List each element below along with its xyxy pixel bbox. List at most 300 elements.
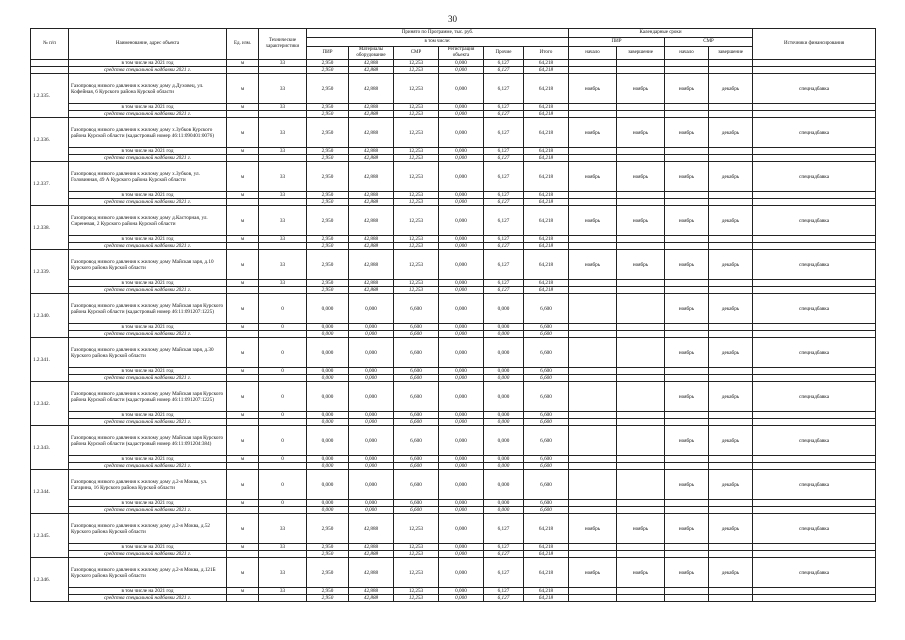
materials-value: 0,000	[349, 463, 394, 470]
object-number: 1.2.337.	[31, 162, 69, 206]
materials-value: 0,000	[349, 382, 394, 412]
registration-value: 0,000	[439, 544, 484, 551]
object-number: 1.2.335.	[31, 74, 69, 118]
year-subtotal-row	[31, 412, 876, 419]
object-name: Газопровод низкого давления к жилому дому д.2-я Моква, д.121Б Курского района Курской области	[69, 558, 227, 588]
col-tech-header: Технические характеристики	[259, 29, 307, 60]
object-number: 1.2.343.	[31, 426, 69, 470]
other-value: 0,000	[484, 507, 524, 514]
materials-value: 42,888	[349, 104, 394, 111]
pir-value: 2,950	[307, 588, 349, 595]
total-value: 64,218	[524, 74, 569, 104]
num-cell	[31, 67, 69, 74]
empty-cell	[617, 236, 665, 243]
tech-value	[259, 243, 307, 250]
smr-value: 12,253	[394, 192, 439, 199]
empty-cell	[753, 104, 876, 111]
special-surcharge-label: средства специальной надбавки 2021 г.	[69, 111, 227, 118]
special-surcharge-label: средства специальной надбавки 2021 г.	[69, 199, 227, 206]
materials-value: 0,000	[349, 470, 394, 500]
materials-value: 0,000	[349, 426, 394, 456]
year-subtotal-row	[31, 324, 876, 331]
materials-value: 0,000	[349, 324, 394, 331]
smr-period-header: СМР	[665, 38, 753, 47]
empty-cell	[709, 192, 753, 199]
pir-value: 0,000	[307, 456, 349, 463]
materials-value: 42,888	[349, 148, 394, 155]
empty-cell	[709, 419, 753, 426]
unit-value: м	[227, 368, 259, 375]
unit-value: м	[227, 588, 259, 595]
other-value: 6,127	[484, 514, 524, 544]
empty-cell	[753, 60, 876, 67]
empty-cell	[709, 111, 753, 118]
smr-value: 12,253	[394, 287, 439, 294]
total-value: 64,218	[524, 111, 569, 118]
empty-cell	[665, 192, 709, 199]
total-value: 64,218	[524, 243, 569, 250]
empty-cell	[665, 463, 709, 470]
special-surcharge-label: средства специальной надбавки 2021 г.	[69, 155, 227, 162]
other-value: 6,127	[484, 148, 524, 155]
smr-value: 12,253	[394, 60, 439, 67]
smr-value: 6,600	[394, 294, 439, 324]
year-subtotal-label: в том числе на 2021 год	[69, 412, 227, 419]
total-value: 6,600	[524, 375, 569, 382]
materials-value: 42,888	[349, 551, 394, 558]
empty-cell	[665, 507, 709, 514]
unit-value	[227, 419, 259, 426]
unit-value	[227, 507, 259, 514]
registration-value: 0,000	[439, 514, 484, 544]
smr-end-value: декабрь	[709, 382, 753, 412]
smr-start-value: ноябрь	[665, 514, 709, 544]
unit-value	[227, 67, 259, 74]
unit-value: м	[227, 558, 259, 588]
other-value: 0,000	[484, 500, 524, 507]
year-subtotal-label: в том числе на 2021 год	[69, 588, 227, 595]
materials-value: 0,000	[349, 500, 394, 507]
empty-cell	[709, 595, 753, 602]
other-value: 6,127	[484, 280, 524, 287]
tech-value: 33	[259, 558, 307, 588]
pir-value: 2,950	[307, 551, 349, 558]
funding-source-value: спецнадбавка	[753, 206, 876, 236]
object-row	[31, 294, 876, 324]
empty-cell	[569, 199, 617, 206]
empty-cell	[709, 551, 753, 558]
year-subtotal-label: в том числе на 2021 год	[69, 500, 227, 507]
pir-value: 2,950	[307, 250, 349, 280]
smr-value: 6,600	[394, 500, 439, 507]
empty-cell	[665, 199, 709, 206]
tech-value	[259, 551, 307, 558]
smr-value: 6,600	[394, 463, 439, 470]
tech-value	[259, 287, 307, 294]
tech-value: 33	[259, 588, 307, 595]
empty-cell	[753, 507, 876, 514]
pir-value: 2,950	[307, 155, 349, 162]
empty-cell	[753, 419, 876, 426]
total-value: 6,600	[524, 368, 569, 375]
tech-value: 33	[259, 74, 307, 104]
tech-value: 0	[259, 382, 307, 412]
empty-cell	[753, 192, 876, 199]
year-subtotal-row	[31, 104, 876, 111]
object-name: Газопровод низкого давления к жилому дому д.Касторная, ул. Сиреневая, 2 Курского района Курской области	[69, 206, 227, 236]
materials-value: 42,888	[349, 287, 394, 294]
empty-cell	[617, 456, 665, 463]
materials-value: 42,888	[349, 111, 394, 118]
other-value: 6,127	[484, 104, 524, 111]
tech-value: 33	[259, 60, 307, 67]
smr-value: 12,253	[394, 236, 439, 243]
empty-cell	[569, 111, 617, 118]
pir-value: 2,950	[307, 111, 349, 118]
unit-value	[227, 463, 259, 470]
special-surcharge-row	[31, 463, 876, 470]
year-subtotal-label: в том числе на 2021 год	[69, 324, 227, 331]
other-value: 6,127	[484, 118, 524, 148]
smr-value: 6,600	[394, 456, 439, 463]
pir-start-value: ноябрь	[569, 206, 617, 236]
empty-cell	[665, 243, 709, 250]
materials-value: 0,000	[349, 368, 394, 375]
unit-value: м	[227, 470, 259, 500]
special-surcharge-label: средства специальной надбавки 2021 г.	[69, 243, 227, 250]
num-cell	[31, 60, 69, 67]
empty-cell	[753, 324, 876, 331]
funding-source-value: спецнадбавка	[753, 426, 876, 456]
tech-value: 0	[259, 338, 307, 368]
registration-value: 0,000	[439, 155, 484, 162]
tech-value: 33	[259, 148, 307, 155]
materials-value: 42,888	[349, 155, 394, 162]
smr-value: 12,253	[394, 162, 439, 192]
registration-value: 0,000	[439, 294, 484, 324]
registration-value: 0,000	[439, 162, 484, 192]
materials-value: 0,000	[349, 338, 394, 368]
special-surcharge-row	[31, 155, 876, 162]
unit-value: м	[227, 324, 259, 331]
funding-source-value: спецнадбавка	[753, 558, 876, 588]
other-value: 0,000	[484, 412, 524, 419]
smr-end-value: декабрь	[709, 206, 753, 236]
total-value: 64,218	[524, 514, 569, 544]
registration-value: 0,000	[439, 280, 484, 287]
smr-end-value: декабрь	[709, 338, 753, 368]
empty-cell	[665, 287, 709, 294]
empty-cell	[665, 148, 709, 155]
empty-cell	[617, 104, 665, 111]
total-value: 64,218	[524, 60, 569, 67]
object-number: 1.2.345.	[31, 514, 69, 558]
empty-cell	[753, 155, 876, 162]
empty-cell	[665, 324, 709, 331]
empty-cell	[569, 456, 617, 463]
pir-value: 2,950	[307, 544, 349, 551]
empty-cell	[709, 588, 753, 595]
empty-cell	[709, 67, 753, 74]
empty-cell	[665, 456, 709, 463]
empty-cell	[753, 287, 876, 294]
pir-value: 2,950	[307, 206, 349, 236]
year-subtotal-label: в том числе на 2021 год	[69, 368, 227, 375]
funding-source-value: спецнадбавка	[753, 118, 876, 148]
empty-cell	[569, 324, 617, 331]
registration-value: 0,000	[439, 588, 484, 595]
unit-value	[227, 551, 259, 558]
empty-cell	[709, 199, 753, 206]
smr-value: 12,253	[394, 67, 439, 74]
pir-end-value: ноябрь	[617, 74, 665, 104]
smr-start-value: ноябрь	[665, 426, 709, 456]
other-value: 0,000	[484, 331, 524, 338]
total-value: 6,600	[524, 463, 569, 470]
empty-cell	[753, 463, 876, 470]
tech-value	[259, 155, 307, 162]
empty-cell	[617, 368, 665, 375]
materials-value: 42,888	[349, 192, 394, 199]
year-subtotal-row	[31, 280, 876, 287]
smr-end-value: декабрь	[709, 118, 753, 148]
empty-cell	[709, 60, 753, 67]
empty-cell	[709, 463, 753, 470]
other-value: 6,127	[484, 155, 524, 162]
materials-value: 42,888	[349, 558, 394, 588]
smr-start-value: ноябрь	[665, 294, 709, 324]
table-body	[31, 60, 876, 602]
year-subtotal-row	[31, 368, 876, 375]
smr-value: 6,600	[394, 382, 439, 412]
pir-value: 2,950	[307, 60, 349, 67]
pir-start-value: ноябрь	[569, 162, 617, 192]
empty-cell	[753, 588, 876, 595]
unit-value: м	[227, 280, 259, 287]
total-value: 64,218	[524, 287, 569, 294]
empty-cell	[569, 595, 617, 602]
smr-value: 6,600	[394, 412, 439, 419]
pir-end-value: ноябрь	[617, 558, 665, 588]
registration-value: 0,000	[439, 148, 484, 155]
pir-start-value	[569, 426, 617, 456]
page-number: 30	[448, 14, 457, 24]
empty-cell	[617, 419, 665, 426]
empty-cell	[709, 104, 753, 111]
object-name: Газопровод низкого давления к жилому дому Майская заря Курского района Курской области (кадастровый номер 46:11:091207:1225)	[69, 294, 227, 324]
other-value: 6,127	[484, 287, 524, 294]
col-smr-header: СМР	[394, 47, 439, 60]
total-value: 6,600	[524, 426, 569, 456]
materials-value: 42,888	[349, 588, 394, 595]
empty-cell	[665, 67, 709, 74]
object-row	[31, 558, 876, 588]
total-value: 64,218	[524, 558, 569, 588]
empty-cell	[753, 500, 876, 507]
total-value: 64,218	[524, 148, 569, 155]
object-row	[31, 514, 876, 544]
empty-cell	[617, 463, 665, 470]
empty-cell	[753, 456, 876, 463]
pir-value: 2,950	[307, 148, 349, 155]
object-row	[31, 426, 876, 456]
registration-value: 0,000	[439, 206, 484, 236]
smr-value: 12,253	[394, 74, 439, 104]
total-value: 6,600	[524, 331, 569, 338]
empty-cell	[569, 287, 617, 294]
materials-value: 42,888	[349, 236, 394, 243]
empty-cell	[753, 236, 876, 243]
funding-source-value: спецнадбавка	[753, 250, 876, 280]
smr-start-value: ноябрь	[665, 250, 709, 280]
pir-value: 2,950	[307, 104, 349, 111]
special-surcharge-row	[31, 331, 876, 338]
other-value: 0,000	[484, 382, 524, 412]
tech-value: 0	[259, 412, 307, 419]
registration-value: 0,000	[439, 104, 484, 111]
other-value: 0,000	[484, 470, 524, 500]
pir-value: 0,000	[307, 463, 349, 470]
registration-value: 0,000	[439, 60, 484, 67]
registration-value: 0,000	[439, 375, 484, 382]
pir-value: 0,000	[307, 294, 349, 324]
unit-value: м	[227, 118, 259, 148]
materials-value: 42,888	[349, 243, 394, 250]
empty-cell	[709, 155, 753, 162]
materials-value: 42,888	[349, 250, 394, 280]
other-value: 0,000	[484, 463, 524, 470]
year-subtotal-row	[31, 500, 876, 507]
unit-value: м	[227, 60, 259, 67]
funding-source-value: спецнадбавка	[753, 470, 876, 500]
unit-value: м	[227, 500, 259, 507]
unit-value: м	[227, 412, 259, 419]
total-value: 6,600	[524, 419, 569, 426]
unit-value: м	[227, 544, 259, 551]
funding-source-value: спецнадбавка	[753, 294, 876, 324]
empty-cell	[709, 375, 753, 382]
object-name: Газопровод низкого давления к жилому дому д.Духовец, ул. Кофейная, 6 Курского района Курской области	[69, 74, 227, 104]
materials-value: 42,888	[349, 595, 394, 602]
smr-value: 12,253	[394, 243, 439, 250]
empty-cell	[569, 500, 617, 507]
tech-value: 0	[259, 456, 307, 463]
total-value: 64,218	[524, 67, 569, 74]
empty-cell	[665, 331, 709, 338]
empty-cell	[665, 60, 709, 67]
tech-value	[259, 419, 307, 426]
smr-end-value: декабрь	[709, 294, 753, 324]
other-value: 0,000	[484, 324, 524, 331]
special-surcharge-row	[31, 507, 876, 514]
empty-cell	[753, 595, 876, 602]
other-value: 6,127	[484, 250, 524, 280]
registration-value: 0,000	[439, 419, 484, 426]
empty-cell	[617, 243, 665, 250]
empty-cell	[665, 551, 709, 558]
year-subtotal-row	[31, 544, 876, 551]
object-number: 1.2.342.	[31, 382, 69, 426]
registration-value: 0,000	[439, 463, 484, 470]
registration-value: 0,000	[439, 426, 484, 456]
special-surcharge-row	[31, 199, 876, 206]
empty-cell	[709, 236, 753, 243]
object-row	[31, 118, 876, 148]
unit-value: м	[227, 74, 259, 104]
empty-cell	[665, 375, 709, 382]
pir-start-value	[569, 338, 617, 368]
tech-value	[259, 507, 307, 514]
other-value: 6,127	[484, 236, 524, 243]
pir-end-value	[617, 294, 665, 324]
smr-value: 6,600	[394, 375, 439, 382]
smr-value: 6,600	[394, 331, 439, 338]
col-registration-header: Регистрация объекта	[439, 47, 484, 60]
empty-cell	[569, 155, 617, 162]
empty-cell	[617, 324, 665, 331]
tech-value: 33	[259, 250, 307, 280]
empty-cell	[617, 412, 665, 419]
tech-value: 33	[259, 192, 307, 199]
smr-value: 12,253	[394, 544, 439, 551]
table-header	[31, 29, 876, 60]
year-subtotal-row	[31, 148, 876, 155]
smr-start-value: ноябрь	[665, 338, 709, 368]
object-number: 1.2.339.	[31, 250, 69, 294]
empty-cell	[569, 104, 617, 111]
pir-end-value	[617, 470, 665, 500]
empty-cell	[569, 331, 617, 338]
smr-start-value: ноябрь	[665, 206, 709, 236]
other-value: 6,127	[484, 60, 524, 67]
special-surcharge-label: средства специальной надбавки 2021 г.	[69, 331, 227, 338]
total-value: 64,218	[524, 199, 569, 206]
tech-value: 0	[259, 324, 307, 331]
empty-cell	[709, 324, 753, 331]
smr-value: 12,253	[394, 551, 439, 558]
other-value: 6,127	[484, 544, 524, 551]
special-surcharge-label: средства специальной надбавки 2021 г.	[69, 595, 227, 602]
registration-value: 0,000	[439, 500, 484, 507]
year-subtotal-row	[31, 60, 876, 67]
materials-value: 42,888	[349, 206, 394, 236]
empty-cell	[753, 551, 876, 558]
empty-cell	[569, 375, 617, 382]
program-table	[30, 28, 876, 602]
empty-cell	[569, 67, 617, 74]
tech-value: 0	[259, 368, 307, 375]
registration-value: 0,000	[439, 338, 484, 368]
empty-cell	[709, 412, 753, 419]
empty-cell	[709, 243, 753, 250]
registration-value: 0,000	[439, 456, 484, 463]
object-name: Газопровод низкого давления к жилому дому х.Зубков, ул. Головинная, 49 А Курского района Курской области	[69, 162, 227, 192]
pir-end-value: ноябрь	[617, 118, 665, 148]
empty-cell	[617, 287, 665, 294]
special-surcharge-label: средства специальной надбавки 2021 г.	[69, 463, 227, 470]
special-surcharge-row	[31, 243, 876, 250]
registration-value: 0,000	[439, 199, 484, 206]
total-value: 64,218	[524, 551, 569, 558]
pir-value: 2,950	[307, 74, 349, 104]
pir-value: 0,000	[307, 375, 349, 382]
total-value: 6,600	[524, 500, 569, 507]
empty-cell	[617, 588, 665, 595]
funding-source-value: спецнадбавка	[753, 162, 876, 192]
tech-value	[259, 331, 307, 338]
total-value: 64,218	[524, 192, 569, 199]
empty-cell	[569, 280, 617, 287]
